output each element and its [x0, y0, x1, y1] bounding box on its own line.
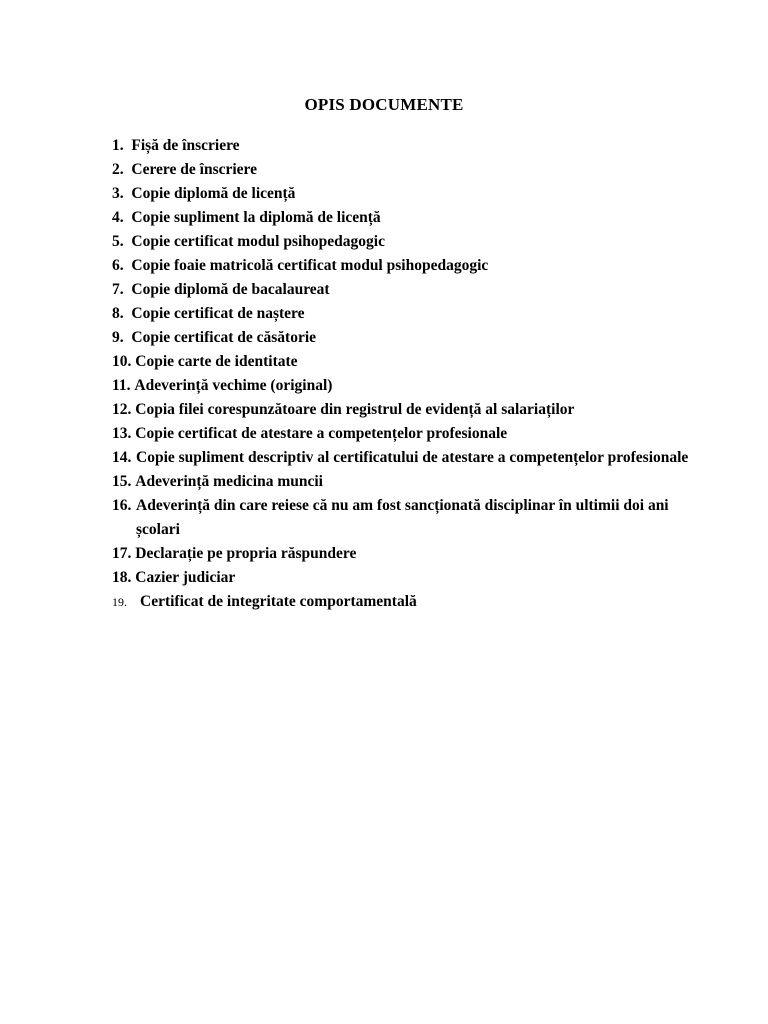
item-text: Copie certificat de căsătorie [131, 329, 317, 346]
list-item [112, 422, 712, 446]
item-number: 2. [112, 161, 132, 178]
item-text: Copie supliment la diplomă de licență [131, 209, 381, 226]
list-item [112, 278, 712, 302]
item-number: 12. [112, 401, 136, 418]
item-text: Copie certificat de naștere [131, 305, 305, 322]
item-text: Adeverință din care reiese că nu am fost sancționată disciplinar în ultimii doi ani școlari [136, 497, 669, 538]
item-text: Adeverință medicina muncii [135, 473, 323, 490]
item-number: 1. [112, 137, 132, 154]
item-text: Cerere de înscriere [131, 161, 258, 178]
list-item [112, 302, 712, 326]
item-number: 19. [112, 595, 127, 609]
list-item [112, 350, 712, 374]
item-number: 16. [112, 497, 136, 514]
list-item [112, 398, 712, 422]
item-text: Copia filei corespunzătoare din registrul de evidență al salariaților [135, 401, 575, 418]
item-number: 15. [112, 473, 136, 490]
item-text: Fișă de înscriere [131, 137, 240, 154]
item-number: 14. [112, 449, 136, 466]
list-item [112, 254, 712, 278]
item-text: Adeverință vechime (original) [134, 377, 333, 394]
item-number: 7. [112, 281, 132, 298]
item-text: Copie supliment descriptiv al certificatului de atestare a competențelor profesionale [136, 449, 689, 466]
document-list [112, 134, 712, 614]
item-number: 5. [112, 233, 132, 250]
item-text: Declarație pe propria răspundere [135, 545, 357, 562]
list-item [112, 206, 712, 230]
item-text: Copie foaie matricolă certificat modul psihopedagogic [131, 257, 489, 274]
item-number: 18. [112, 569, 136, 586]
item-text: Copie diplomă de bacalaureat [131, 281, 330, 298]
item-number: 3. [112, 185, 132, 202]
list-item [112, 590, 712, 614]
item-text: Certificat de integritate comportamentală [140, 593, 417, 610]
item-text: Copie diplomă de licență [131, 185, 296, 202]
document-title: OPIS DOCUMENTE [304, 95, 464, 114]
list-item [112, 566, 712, 590]
list-item [112, 374, 712, 398]
item-text: Copie certificat modul psihopedagogic [131, 233, 385, 250]
list-item [112, 542, 712, 566]
item-number: 9. [112, 329, 132, 346]
item-text: Copie certificat de atestare a competențelor profesionale [135, 425, 508, 442]
list-item [112, 182, 712, 206]
item-number: 6. [112, 257, 132, 274]
item-number: 4. [112, 209, 132, 226]
list-item [112, 326, 712, 350]
item-number: 13. [112, 425, 136, 442]
list-item [112, 470, 712, 494]
list-item [112, 446, 712, 470]
list-item [112, 134, 712, 158]
list-item [112, 230, 712, 254]
list-item [112, 494, 712, 542]
item-number: 11. [112, 377, 135, 394]
item-number: 17. [112, 545, 136, 562]
list-item [112, 158, 712, 182]
item-number: 8. [112, 305, 132, 322]
item-number: 10. [112, 353, 136, 370]
item-text: Cazier judiciar [135, 569, 236, 586]
item-text: Copie carte de identitate [135, 353, 298, 370]
